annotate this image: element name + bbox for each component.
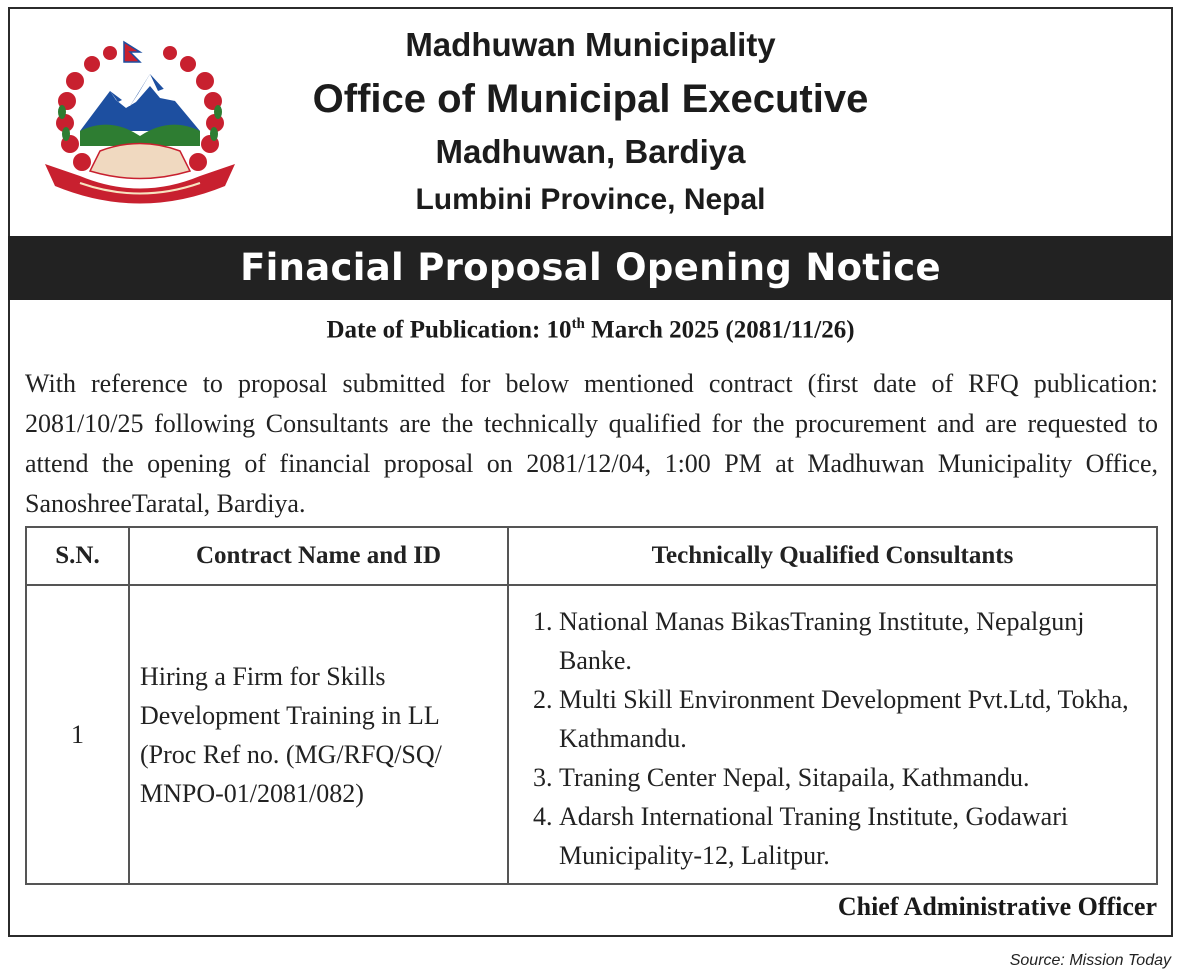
source-credit: Source: Mission Today (1009, 952, 1171, 969)
row-contract: Hiring a Firm for Skills Development Training in LL (Proc Ref no. (MG/RFQ/SQ/ MNPO-01/2081/082) (129, 585, 508, 884)
row-consultants (508, 585, 1157, 884)
table-row (26, 585, 1157, 884)
row-sn: 1 (26, 585, 129, 884)
notice-body-text: With reference to proposal submitted for below mentioned contract (first date of RFQ publication: 2081/10/25 following Consultants are the technically qualified for the procurement and are requested to attend the opening of financial proposal on 2081/12/04, 1:00 PM at Madhuwan Municipality Office, SanoshreeTaratal, Bardiya. (25, 369, 1158, 518)
office-name: Office of Municipal Executive (312, 77, 869, 121)
header-contract: Contract Name and ID (129, 527, 508, 585)
list-item: 1. National Manas BikasTraning Institute, Nepalgunj Banke. (559, 602, 1146, 680)
list-item: 3. Traning Center Nepal, Sitapaila, Kathmandu. (559, 758, 1146, 797)
publication-date: Date of Publication: 10th March 2025 (2081/11/26) (326, 316, 855, 344)
list-item: 2. Multi Skill Environment Development Pvt.Ltd, Tokha, Kathmandu. (559, 680, 1146, 758)
location-line: Madhuwan, Bardiya (435, 133, 746, 170)
consultant-list (519, 602, 1146, 875)
municipality-name: Madhuwan Municipality (405, 26, 776, 63)
signature-title: Chief Administrative Officer (837, 892, 1157, 921)
consultants-table (25, 526, 1158, 885)
table-header-row (26, 527, 1157, 585)
header-sn: S.N. (26, 527, 129, 585)
province-line: Lumbini Province, Nepal (415, 183, 766, 216)
list-item: 4. Adarsh International Traning Institute, Godawari Municipality-12, Lalitpur. (559, 797, 1146, 875)
header-consultants: Technically Qualified Consultants (508, 527, 1157, 585)
notice-title: Finacial Proposal Opening Notice (8, 236, 1173, 300)
